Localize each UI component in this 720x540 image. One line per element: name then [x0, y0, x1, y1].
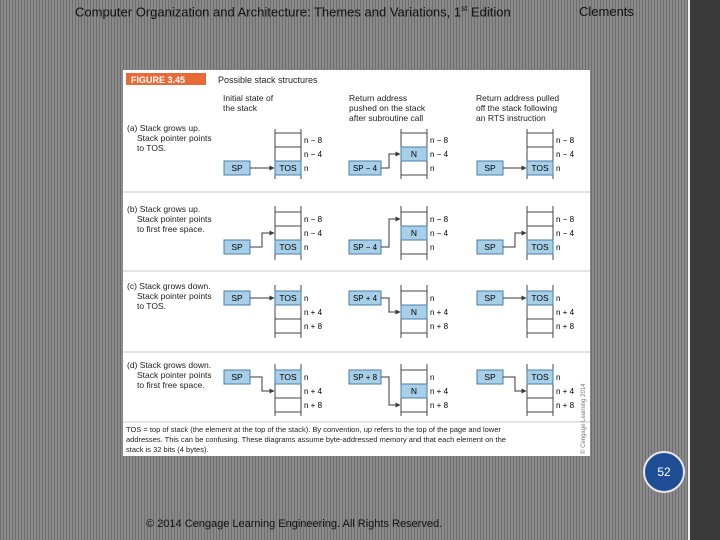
addr-label: n: [430, 294, 435, 303]
sp-label: SP: [231, 242, 243, 252]
tos-label: TOS: [531, 372, 549, 382]
addr-label: n − 4: [430, 229, 449, 238]
addr-label: n: [556, 243, 561, 252]
addr-label: n − 8: [430, 136, 449, 145]
case-b-line2: Stack pointer points: [137, 214, 212, 224]
sp-label: SP: [484, 242, 496, 252]
case-c-line3: to TOS.: [137, 301, 166, 311]
addr-label: n − 8: [556, 215, 575, 224]
addr-label: n + 8: [556, 322, 575, 331]
case-a-line1: (a) Stack grows up.: [127, 123, 201, 133]
tos-label: TOS: [531, 293, 549, 303]
addr-label: n: [304, 373, 309, 382]
footnote-line3: stack is 32 bits (4 bytes).: [126, 445, 209, 454]
sp-label: SP: [484, 293, 496, 303]
n-cell-label: N: [410, 228, 418, 238]
addr-label: n − 4: [304, 150, 323, 159]
case-c-line1: (c) Stack grows down.: [127, 281, 211, 291]
figure-stack-structures: [123, 70, 590, 456]
row-b: [224, 206, 575, 260]
sp-label: SP + 4: [352, 294, 378, 303]
addr-label: n + 4: [304, 387, 323, 396]
header-book-title: Computer Organization and Architecture: Themes and Variations, 1st Edition: [75, 4, 511, 20]
addr-label: n − 8: [556, 136, 575, 145]
n-cell-label: N: [410, 149, 418, 159]
addr-label: n: [556, 294, 561, 303]
case-d-line2: Stack pointer points: [137, 370, 212, 380]
sp-label: SP: [231, 163, 243, 173]
case-b-line3: to first free space.: [137, 224, 205, 234]
figure-label: FIGURE 3.45: [131, 75, 186, 85]
footnote-line2: addresses. This can be confusing. These diagrams assume byte-addressed memory and that each element on the: [126, 435, 506, 444]
sp-label: SP: [231, 293, 243, 303]
addr-label: n − 4: [556, 229, 575, 238]
addr-label: n: [556, 373, 561, 382]
row-c: [224, 285, 575, 338]
case-b-line1: (b) Stack grows up.: [127, 204, 201, 214]
col2-header-line2: pushed on the stack: [349, 103, 426, 113]
col1-header-line2: the stack: [223, 103, 258, 113]
n-cell-label: N: [410, 307, 418, 317]
addr-label: n: [304, 164, 309, 173]
case-c-line2: Stack pointer points: [137, 291, 212, 301]
addr-label: n: [556, 164, 561, 173]
tos-label: TOS: [279, 242, 297, 252]
row-a: [224, 129, 575, 179]
footer-copyright: © 2014 Cengage Learning Engineering. All Rights Reserved.: [146, 518, 443, 530]
addr-label: n: [430, 373, 435, 382]
addr-label: n − 4: [430, 150, 449, 159]
header-author: Clements: [579, 4, 634, 19]
case-d-line3: to first free space.: [137, 380, 205, 390]
row-d: [224, 364, 575, 416]
addr-label: n: [430, 243, 435, 252]
tos-label: TOS: [531, 163, 549, 173]
addr-label: n + 4: [430, 308, 449, 317]
addr-label: n + 8: [304, 401, 323, 410]
col2-header-line1: Return address: [349, 93, 408, 103]
addr-label: n − 4: [304, 229, 323, 238]
case-a-line3: to TOS.: [137, 143, 166, 153]
sp-label: SP − 4: [352, 243, 378, 252]
right-side-bar: [688, 0, 720, 540]
sp-label: SP + 8: [352, 373, 378, 382]
col1-header-line1: Initial state of: [223, 93, 274, 103]
addr-label: n + 8: [556, 401, 575, 410]
page-number-badge: 52: [643, 451, 685, 493]
footnote-line1: TOS = top of stack (the element at the top of the stack). By convention, up refers to the top of the page and lower: [126, 425, 501, 434]
addr-label: n − 8: [430, 215, 449, 224]
n-cell-label: N: [410, 386, 418, 396]
addr-label: n + 8: [430, 322, 449, 331]
side-credit: © Cengage Learning 2014: [581, 383, 587, 454]
addr-label: n + 8: [304, 322, 323, 331]
col3-header-line2: off the stack following: [476, 103, 558, 113]
case-a-line2: Stack pointer points: [137, 133, 212, 143]
col3-header-line1: Return address pulled: [476, 93, 560, 103]
addr-label: n: [430, 164, 435, 173]
sp-label: SP: [484, 163, 496, 173]
addr-label: n: [304, 294, 309, 303]
addr-label: n + 4: [430, 387, 449, 396]
tos-label: TOS: [279, 293, 297, 303]
figure-caption: Possible stack structures: [218, 75, 318, 85]
addr-label: n + 4: [556, 387, 575, 396]
figure-drawing: [123, 70, 590, 456]
case-d-line1: (d) Stack grows down.: [127, 360, 212, 370]
addr-label: n + 4: [556, 308, 575, 317]
tos-label: TOS: [279, 163, 297, 173]
addr-label: n + 4: [304, 308, 323, 317]
addr-label: n − 8: [304, 136, 323, 145]
addr-label: n + 8: [430, 401, 449, 410]
col3-header-line3: an RTS instruction: [476, 113, 546, 123]
sp-label: SP: [231, 372, 243, 382]
sp-label: SP: [484, 372, 496, 382]
tos-label: TOS: [279, 372, 297, 382]
tos-label: TOS: [531, 242, 549, 252]
addr-label: n − 8: [304, 215, 323, 224]
sp-label: SP − 4: [352, 164, 378, 173]
addr-label: n − 4: [556, 150, 575, 159]
addr-label: n: [304, 243, 309, 252]
col2-header-line3: after subroutine call: [349, 113, 424, 123]
